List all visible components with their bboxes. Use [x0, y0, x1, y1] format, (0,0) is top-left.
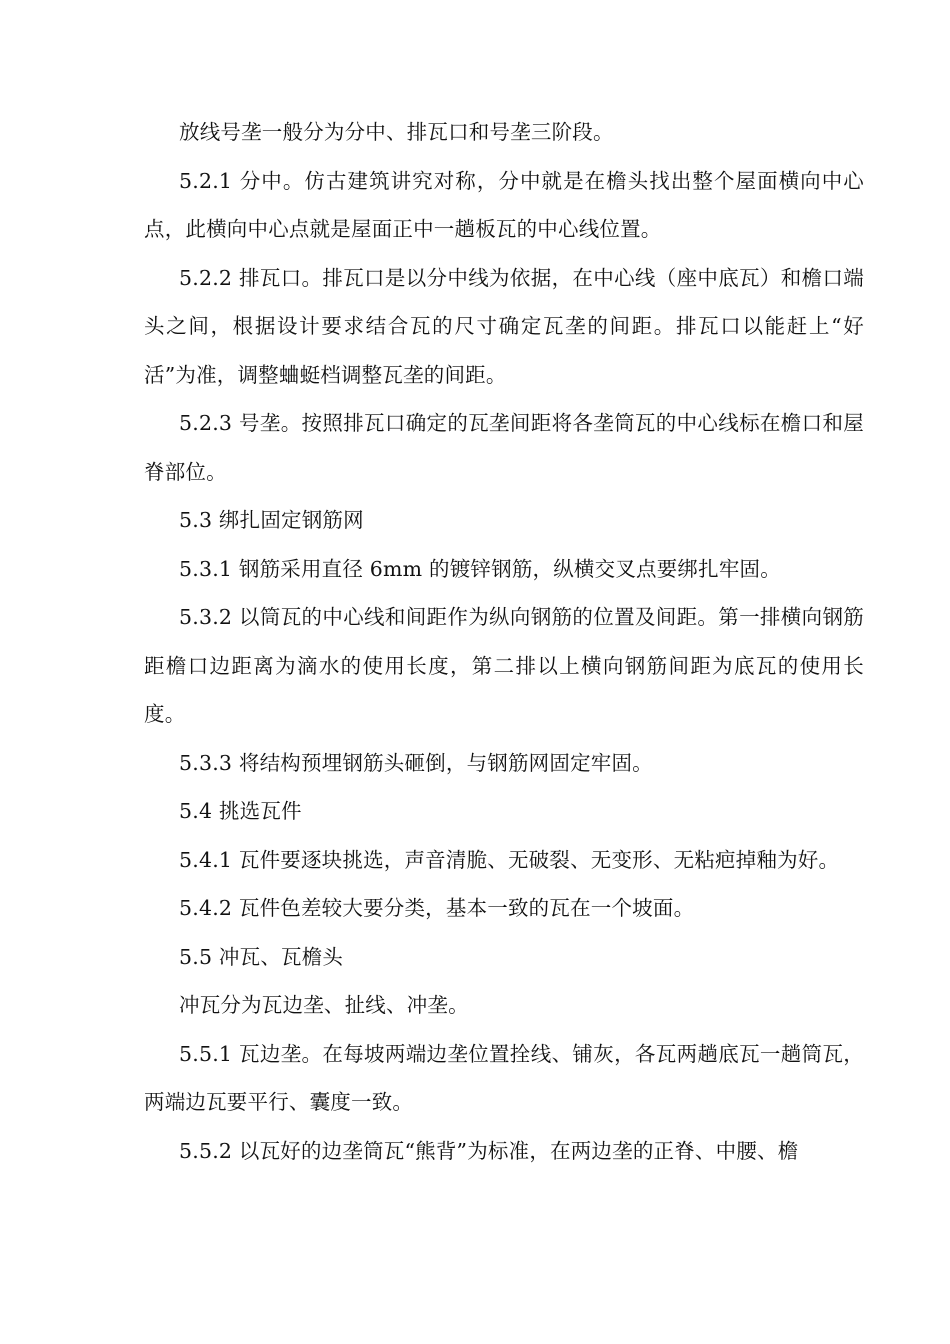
section-5-3-1-paragraph: 5.3.1 钢筋采用直径 6mm 的镀锌钢筋，纵横交叉点要绑扎牢固。	[179, 556, 781, 581]
section-5-4-2-paragraph: 5.4.2 瓦件色差较大要分类，基本一致的瓦在一个坡面。	[179, 896, 695, 920]
section-5-2-1-paragraph: 5.2.1 分中。仿古建筑讲究对称，分中就是在檐头找出整个屋面横向中心点，此横向中心点就是屋面正中一趟板瓦的中心线位置。	[144, 168, 864, 241]
section-5-3-3-paragraph: 5.3.3 将结构预埋钢筋头砸倒，与钢筋网固定牢固。	[179, 750, 653, 775]
section-5-5-2-paragraph: 5.5.2 以瓦好的边垄筒瓦“熊背”为标准，在两边垄的正脊、中腰、檐	[179, 1138, 799, 1163]
document-body	[144, 108, 864, 1175]
section-5-5-1-paragraph: 5.5.1 瓦边垄。在每坡两端边垄位置拴线、铺灰，各瓦两趟底瓦一趟筒瓦，两端边瓦要平行、囊度一致。	[144, 1041, 864, 1114]
section-5-4-1-paragraph: 5.4.1 瓦件要逐块挑选，声音清脆、无破裂、无变形、无粘疤掉釉为好。	[179, 847, 840, 872]
section-5-2-3-paragraph: 5.2.3 号垄。按照排瓦口确定的瓦垄间距将各垄筒瓦的中心线标在檐口和屋脊部位。	[144, 411, 864, 484]
section-5-3-2-paragraph: 5.3.2 以筒瓦的中心线和间距作为纵向钢筋的位置及间距。第一排横向钢筋距檐口边距离为滴水的使用长度，第二排以上横向钢筋间距为底瓦的使用长度。	[144, 605, 864, 726]
section-5-5-intro-paragraph: 冲瓦分为瓦边垄、扯线、冲垄。	[179, 993, 469, 1017]
section-5-5-heading: 5.5 冲瓦、瓦檐头	[179, 944, 344, 969]
section-5-2-2-paragraph: 5.2.2 排瓦口。排瓦口是以分中线为依据，在中心线（座中底瓦）和檐口端头之间，根据设计要求结合瓦的尺寸确定瓦垄的间距。排瓦口以能赶上“好活”为准，调整蛐蜓档调整瓦垄的间距。	[144, 265, 864, 387]
section-5-4-heading: 5.4 挑选瓦件	[179, 799, 302, 823]
section-5-3-heading: 5.3 绑扎固定钢筋网	[179, 508, 364, 532]
intro-paragraph: 放线号垄一般分为分中、排瓦口和号垄三阶段。	[179, 120, 614, 144]
